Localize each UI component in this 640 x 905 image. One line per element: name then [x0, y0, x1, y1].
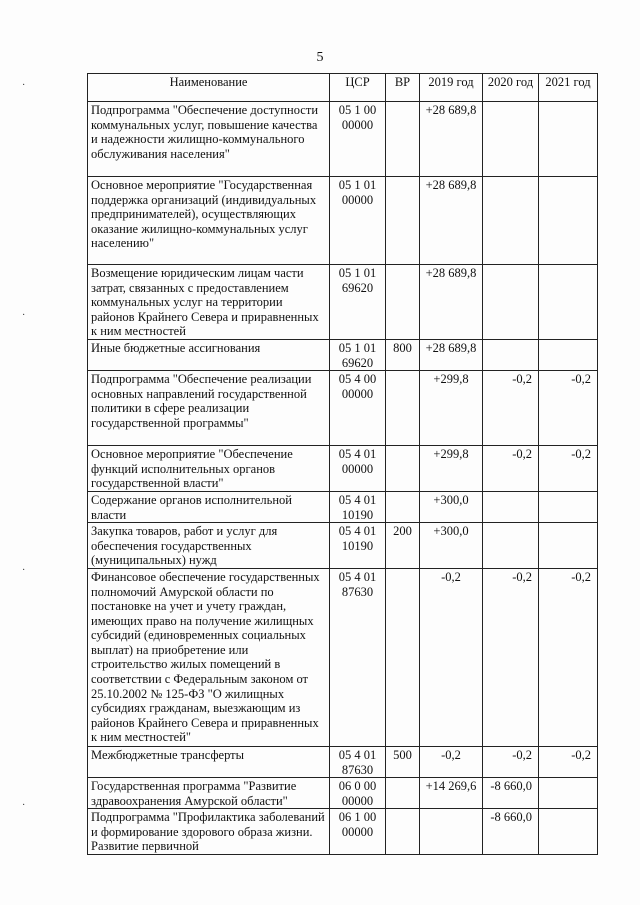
cell-vr [386, 102, 420, 177]
cell-csr: 05 4 01 10190 [330, 523, 386, 569]
page-number: 5 [316, 50, 324, 65]
table-row [88, 778, 598, 809]
margin-mark: · [22, 800, 26, 811]
cell-vr [386, 177, 420, 265]
cell-2020 [483, 491, 539, 522]
cell-vr [386, 778, 420, 809]
cell-vr [386, 446, 420, 492]
table-row [88, 371, 598, 446]
cell-2019: -0,2 [420, 746, 483, 777]
table-row [88, 177, 598, 265]
cell-csr: 05 4 01 10190 [330, 491, 386, 522]
cell-csr: 06 0 00 00000 [330, 778, 386, 809]
table-row [88, 568, 598, 746]
cell-2019: +300,0 [420, 523, 483, 569]
cell-csr: 05 1 01 69620 [330, 265, 386, 340]
cell-2020: -8 660,0 [483, 778, 539, 809]
cell-2020: -0,2 [483, 371, 539, 446]
header-csr: ЦСР [330, 74, 386, 102]
cell-vr [386, 371, 420, 446]
cell-csr: 05 4 01 00000 [330, 446, 386, 492]
cell-name: Основное мероприятие "Государственная поддержка организаций (индивидуальных предпринимателей), осуществляющих оказание жилищно-коммунальных услуг населению" [88, 177, 330, 265]
cell-name: Содержание органов исполнительной власти [88, 491, 330, 522]
cell-2020: -0,2 [483, 568, 539, 746]
cell-2021: -0,2 [539, 746, 598, 777]
cell-name: Иные бюджетные ассигнования [88, 339, 330, 370]
header-2020: 2020 год [483, 74, 539, 102]
cell-vr: 200 [386, 523, 420, 569]
cell-2020 [483, 177, 539, 265]
table-row [88, 339, 598, 370]
cell-name: Подпрограмма "Обеспечение реализации основных направлений государственной политики в сфере реализации государственной программы" [88, 371, 330, 446]
header-name: Наименование [88, 74, 330, 102]
table-row [88, 265, 598, 340]
cell-vr [386, 809, 420, 855]
margin-mark: · [22, 80, 26, 91]
cell-csr: 05 4 00 00000 [330, 371, 386, 446]
cell-2021 [539, 102, 598, 177]
cell-2021: -0,2 [539, 568, 598, 746]
cell-2020 [483, 523, 539, 569]
cell-name: Подпрограмма "Профилактика заболеваний и формирование здорового образа жизни. Развитие первичной [88, 809, 330, 855]
cell-2020: -8 660,0 [483, 809, 539, 855]
cell-2020: -0,2 [483, 446, 539, 492]
cell-2019: +28 689,8 [420, 265, 483, 340]
cell-2019: +14 269,6 [420, 778, 483, 809]
cell-csr: 05 4 01 87630 [330, 746, 386, 777]
cell-2021 [539, 809, 598, 855]
table-row [88, 446, 598, 492]
cell-2021 [539, 523, 598, 569]
cell-2020 [483, 102, 539, 177]
cell-vr [386, 568, 420, 746]
budget-table [87, 73, 598, 855]
cell-name: Основное мероприятие "Обеспечение функций исполнительных органов государственной власти" [88, 446, 330, 492]
cell-2019: +299,8 [420, 371, 483, 446]
cell-2019: -0,2 [420, 568, 483, 746]
cell-2020 [483, 339, 539, 370]
cell-2021 [539, 339, 598, 370]
table-row [88, 491, 598, 522]
cell-csr: 05 4 01 87630 [330, 568, 386, 746]
cell-name: Государственная программа "Развитие здравоохранения Амурской области" [88, 778, 330, 809]
header-2021: 2021 год [539, 74, 598, 102]
margin-mark: · [22, 565, 26, 576]
margin-mark: · [22, 310, 26, 321]
cell-csr: 06 1 00 00000 [330, 809, 386, 855]
cell-vr: 800 [386, 339, 420, 370]
cell-2021: -0,2 [539, 371, 598, 446]
table-row [88, 523, 598, 569]
table-row [88, 746, 598, 777]
cell-2019: +28 689,8 [420, 177, 483, 265]
cell-2019: +28 689,8 [420, 102, 483, 177]
header-2019: 2019 год [420, 74, 483, 102]
table-header-row [88, 74, 598, 102]
cell-name: Закупка товаров, работ и услуг для обеспечения государственных (муниципальных) нужд [88, 523, 330, 569]
table-row [88, 809, 598, 855]
header-vr: ВР [386, 74, 420, 102]
cell-name: Межбюджетные трансферты [88, 746, 330, 777]
cell-2021: -0,2 [539, 446, 598, 492]
cell-csr: 05 1 01 69620 [330, 339, 386, 370]
cell-2019 [420, 809, 483, 855]
cell-2021 [539, 778, 598, 809]
cell-vr: 500 [386, 746, 420, 777]
cell-name: Возмещение юридическим лицам части затрат, связанных с предоставлением коммунальных услуг на территории районов Крайнего Севера и приравненных к ним местностей [88, 265, 330, 340]
cell-2019: +299,8 [420, 446, 483, 492]
cell-2021 [539, 265, 598, 340]
cell-2019: +28 689,8 [420, 339, 483, 370]
cell-2021 [539, 177, 598, 265]
cell-csr: 05 1 01 00000 [330, 177, 386, 265]
cell-vr [386, 491, 420, 522]
cell-2020: -0,2 [483, 746, 539, 777]
cell-name: Подпрограмма "Обеспечение доступности коммунальных услуг, повышение качества и надежности жилищно-коммунального обслуживания населения" [88, 102, 330, 177]
cell-2019: +300,0 [420, 491, 483, 522]
cell-vr [386, 265, 420, 340]
cell-2021 [539, 491, 598, 522]
cell-2020 [483, 265, 539, 340]
cell-csr: 05 1 00 00000 [330, 102, 386, 177]
table-row [88, 102, 598, 177]
cell-name: Финансовое обеспечение государственных полномочий Амурской области по постановке на учет и учету граждан, имеющих право на получение жилищных субсидий (единовременных социальных выплат) на приобретение или строительство жилых помещений в соответствии с Федеральным законом от 25.10.2002 № 125-ФЗ "О жилищных субсидиях гражданам, выезжающим из районов Крайнего Севера и приравненных к ним местностей" [88, 568, 330, 746]
